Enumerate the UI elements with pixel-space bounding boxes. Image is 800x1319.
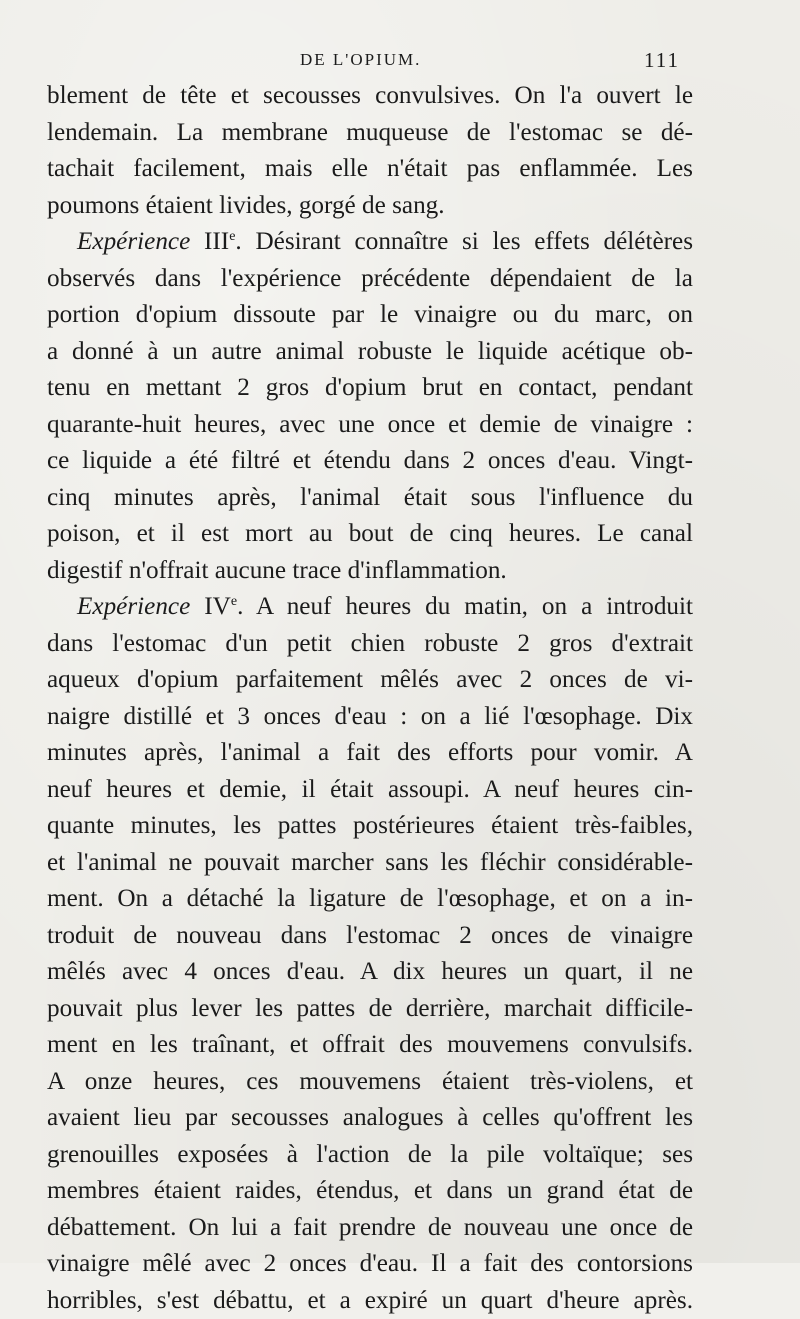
- text-line: digestif n'offrait aucune trace d'inflammation.: [47, 553, 693, 590]
- text-line: ment en les traînant, et offrait des mouvemens convulsifs.: [47, 1027, 693, 1064]
- text-line: minutes après, l'animal a fait des efforts pour vomir. A: [47, 735, 693, 772]
- text-line: avaient lieu par secousses analogues à celles qu'offrent les: [47, 1100, 693, 1137]
- page-number: 111: [644, 48, 680, 73]
- text-line: dans l'estomac d'un petit chien robuste 2 gros d'extrait: [47, 626, 693, 663]
- text-line: grenouilles exposées à l'action de la pile voltaïque; ses: [47, 1137, 693, 1174]
- text-line: poison, et il est mort au bout de cinq heures. Le canal: [47, 516, 693, 553]
- text-line: ce liquide a été filtré et étendu dans 2 onces d'eau. Vingt-: [47, 443, 693, 480]
- experiment-number: III: [190, 228, 229, 255]
- line-rest: . A neuf heures du matin, on a introduit: [237, 593, 693, 620]
- body-text: [47, 78, 693, 1319]
- experiment-heading-line: [47, 589, 693, 626]
- text-line: cinq minutes après, l'animal était sous l'influence du: [47, 480, 693, 517]
- running-title: DE L'OPIUM.: [300, 50, 421, 70]
- text-line: vinaigre mêlé avec 2 onces d'eau. Il a fait des contorsions: [47, 1246, 693, 1283]
- text-line: membres étaient raides, étendus, et dans un grand état de: [47, 1173, 693, 1210]
- experiment-number: IV: [190, 593, 231, 620]
- text-line: blement de tête et secousses convulsives. On l'a ouvert le: [47, 78, 693, 115]
- text-line: observés dans l'expérience précédente dépendaient de la: [47, 261, 693, 298]
- text-line: poumons étaient livides, gorgé de sang.: [47, 188, 693, 225]
- line-rest: . Désirant connaître si les effets délétères: [235, 228, 693, 255]
- text-line: et l'animal ne pouvait marcher sans les fléchir considérable-: [47, 845, 693, 882]
- text-line: ment. On a détaché la ligature de l'œsophage, et on a in-: [47, 881, 693, 918]
- text-line: neuf heures et demie, il était assoupi. A neuf heures cin-: [47, 772, 693, 809]
- text-line: a donné à un autre animal robuste le liquide acétique ob-: [47, 334, 693, 371]
- experiment-label: Expérience: [77, 593, 190, 620]
- text-line: tachait facilement, mais elle n'était pas enflammée. Les: [47, 151, 693, 188]
- experiment-label: Expérience: [77, 228, 190, 255]
- text-line: mêlés avec 4 onces d'eau. A dix heures un quart, il ne: [47, 954, 693, 991]
- text-line: naigre distillé et 3 onces d'eau : on a lié l'œsophage. Dix: [47, 699, 693, 736]
- text-line: horribles, s'est débattu, et a expiré un quart d'heure après.: [47, 1283, 693, 1319]
- text-line: pouvait plus lever les pattes de derrière, marchait difficile-: [47, 991, 693, 1028]
- text-line: tenu en mettant 2 gros d'opium brut en contact, pendant: [47, 370, 693, 407]
- text-line: troduit de nouveau dans l'estomac 2 onces de vinaigre: [47, 918, 693, 955]
- text-line: quante minutes, les pattes postérieures étaient très-faibles,: [47, 808, 693, 845]
- text-line: quarante-huit heures, avec une once et demie de vinaigre :: [47, 407, 693, 444]
- text-line: portion d'opium dissoute par le vinaigre ou du marc, on: [47, 297, 693, 334]
- experiment-heading-line: [47, 224, 693, 261]
- text-line: A onze heures, ces mouvemens étaient très-violens, et: [47, 1064, 693, 1101]
- text-line: débattement. On lui a fait prendre de nouveau une once de: [47, 1210, 693, 1247]
- text-line: aqueux d'opium parfaitement mêlés avec 2 onces de vi-: [47, 662, 693, 699]
- ordinal-suffix: e: [231, 594, 237, 609]
- text-line: lendemain. La membrane muqueuse de l'estomac se dé-: [47, 115, 693, 152]
- ordinal-suffix: e: [229, 229, 235, 244]
